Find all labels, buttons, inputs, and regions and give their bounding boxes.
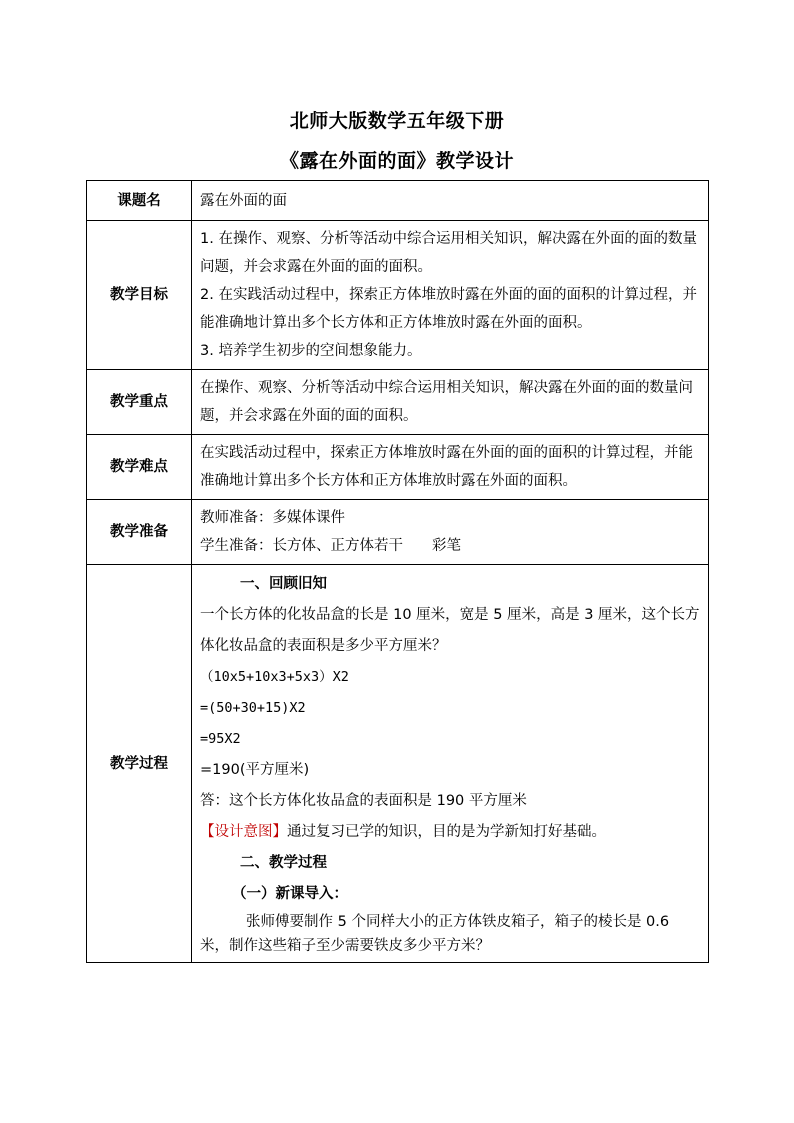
key-points-text: 在操作、观察、分析等活动中综合运用相关知识，解决露在外面的面的数量问题，并会求露在外面的面的面积。 [192, 370, 709, 435]
row-topic [87, 181, 709, 221]
teacher-prep: 教师准备：多媒体课件 [200, 510, 345, 526]
preparation-content [192, 500, 709, 565]
process-header: 教学过程 [87, 565, 192, 963]
document-subtitle: 《露在外面的面》教学设计 [279, 150, 514, 172]
design-intent-text: 通过复习已学的知识，目的是为学新知打好基础。 [287, 824, 606, 840]
goals-content [192, 221, 709, 370]
intro-problem: 张师傅要制作 5 个同样大小的正方体铁皮箱子，箱子的棱长是 0.6 米，制作这些箱子至少需要铁皮多少平方米？ [200, 914, 670, 954]
review-answer: 答：这个长方体化妆品盒的表面积是 190 平方厘米 [200, 793, 527, 809]
goal-item: 3. 培养学生初步的空间想象能力。 [200, 343, 422, 359]
lesson-plan-table [86, 180, 709, 963]
row-difficulty [87, 435, 709, 500]
calc-step: =(50+30+15)X2 [200, 700, 306, 716]
section-process-heading: 二、教学过程 [240, 855, 327, 871]
process-content [192, 565, 709, 963]
student-prep: 学生准备：长方体、正方体若干 彩笔 [200, 538, 461, 554]
calc-step: （10x5+10x3+5x3）X2 [200, 669, 349, 685]
calc-step: =95X2 [200, 731, 241, 747]
goal-item: 2. 在实践活动过程中，探索正方体堆放时露在外面的面的面积的计算过程，并能准确地计算出多个长方体和正方体堆放时露在外面的面积。 [200, 287, 697, 331]
row-process [87, 565, 709, 963]
difficulty-header: 教学难点 [87, 435, 192, 500]
key-points-header: 教学重点 [87, 370, 192, 435]
section-review-heading: 一、回顾旧知 [240, 576, 327, 592]
subsection-intro-heading: （一）新课导入： [232, 886, 348, 902]
calc-step: =190(平方厘米) [200, 762, 310, 778]
difficulty-text: 在实践活动过程中，探索正方体堆放时露在外面的面的面积的计算过程，并能准确地计算出多个长方体和正方体堆放时露在外面的面积。 [192, 435, 709, 500]
topic-value: 露在外面的面 [192, 181, 709, 221]
goals-header: 教学目标 [87, 221, 192, 370]
design-intent [200, 817, 700, 848]
row-preparation [87, 500, 709, 565]
design-intent-tag: 【设计意图】 [200, 824, 287, 840]
preparation-header: 教学准备 [87, 500, 192, 565]
row-key-points [87, 370, 709, 435]
row-goals [87, 221, 709, 370]
document-title: 北师大版数学五年级下册 [289, 110, 505, 132]
review-question: 一个长方体的化妆品盒的长是 10 厘米，宽是 5 厘米，高是 3 厘米，这个长方体化妆品盒的表面积是多少平方厘米？ [200, 607, 700, 654]
goal-item: 1. 在操作、观察、分析等活动中综合运用相关知识，解决露在外面的面的数量问题，并会求露在外面的面的面积。 [200, 231, 697, 275]
topic-header: 课题名 [87, 181, 192, 221]
